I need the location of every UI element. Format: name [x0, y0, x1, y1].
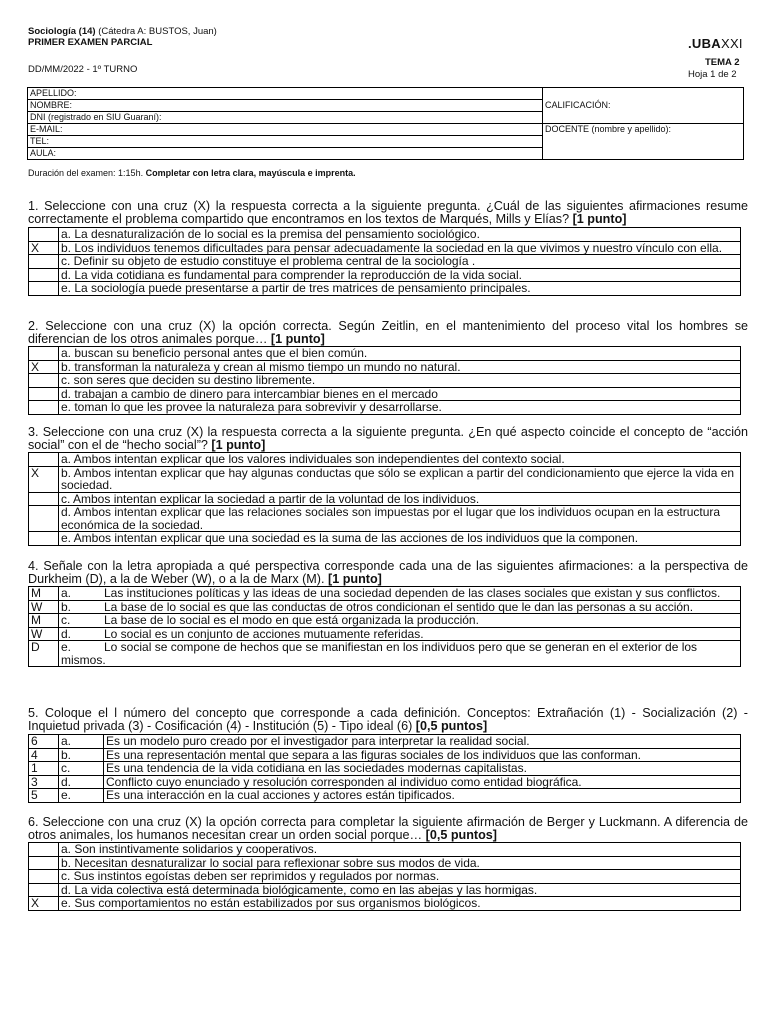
answer-mark[interactable]: 1 — [29, 762, 59, 776]
option-text: Conflicto cuyo enunciado y resolución corresponden al individuo como entidad biográfica. — [104, 775, 741, 789]
option-text: c. Definir su objeto de estudio constituye el problema central de la sociología . — [59, 255, 741, 269]
option-row — [29, 387, 741, 401]
field-calificacion[interactable]: CALIFICACIÓN: — [543, 88, 744, 124]
option-row — [29, 347, 741, 361]
option-row — [29, 600, 741, 614]
option-row — [29, 532, 741, 546]
options-1 — [28, 227, 741, 296]
option-row — [29, 587, 741, 601]
option-text: Lo social se compone de hechos que se manifiestan en los individuos pero que se generan en el exterior de los mismos. — [61, 640, 698, 667]
answer-mark[interactable] — [29, 255, 59, 269]
option-row — [29, 506, 741, 532]
page-count: Hoja 1 de 2 — [688, 69, 737, 80]
options-3 — [28, 452, 741, 546]
answer-mark[interactable]: M — [29, 587, 59, 601]
answer-mark[interactable] — [29, 856, 59, 870]
answer-mark[interactable]: X — [29, 466, 59, 492]
question-points: [1 punto] — [270, 332, 325, 346]
answer-mark[interactable] — [29, 870, 59, 884]
option-row — [29, 775, 741, 789]
question-points: [1 punto] — [572, 212, 627, 226]
answer-mark[interactable] — [29, 374, 59, 388]
answer-mark[interactable]: 6 — [29, 735, 59, 749]
option-letter: b. — [61, 599, 72, 614]
field-dni[interactable]: DNI (registrado en SIU Guaraní): — [28, 112, 543, 124]
option-text: e. Sus comportamientos no están estabilizados por sus organismos biológicos. — [59, 897, 741, 911]
option-row — [29, 492, 741, 506]
question-5: 5. Coloque el l número del concepto que corresponde a cada definición. Conceptos: Extrañación (1) - Socialización (2) - Inquietud privada (3) - Cosificación (4) - Institución (5) - Tipo ideal (6) [0,5 puntos] — [28, 706, 748, 733]
option-text: e. toman lo que les provee la naturaleza para sobrevivir y desarrollarse. — [59, 401, 741, 415]
option-row — [29, 268, 741, 282]
option-text: d. Ambos intentan explicar que las relaciones sociales son impuestas por el lugar que los individuos ocupan en la estructura económica de la sociedad. — [59, 506, 741, 532]
option-text: b. Los individuos tenemos dificultades para pensar adecuadamente la sociedad en la que vivimos y nuestro vínculo con ella. — [59, 241, 741, 255]
option-row — [29, 762, 741, 776]
option-letter: c. — [59, 762, 104, 776]
exam-instructions — [28, 168, 356, 178]
option-text: c. son seres que deciden su destino libremente. — [59, 374, 741, 388]
question-4: 4. Señale con la letra apropiada a qué perspectiva corresponde cada una de las siguientes afirmaciones: a la perspectiva de Durkheim (D), a la de Weber (W), o a la de Marx (M). [1 punto] — [28, 559, 748, 586]
answer-mark[interactable] — [29, 268, 59, 282]
answer-mark[interactable] — [29, 843, 59, 857]
chair-name: (Cátedra A: BUSTOS, Juan) — [95, 26, 217, 37]
question-1: 1. Seleccione con una cruz (X) la respuesta correcta a la siguiente pregunta. ¿Cuál de las siguientes afirmaciones resume correctamente el problema compartido que encontramos en los textos de Marqués, Mills y Elías? [1 punto] — [28, 199, 748, 226]
option-row — [29, 748, 741, 762]
option-row — [29, 453, 741, 467]
option-text: a. La desnaturalización de lo social es la premisa del pensamiento sociológico. — [59, 228, 741, 242]
logo-suffix: XXI — [720, 36, 743, 51]
option-text: Es una representación mental que separa a las figuras sociales de los individuos que las conforman. — [104, 748, 741, 762]
option-text: a. Son instintivamente solidarios y cooperativos. — [59, 843, 741, 857]
answer-mark[interactable]: 3 — [29, 775, 59, 789]
option-row — [29, 360, 741, 374]
option-letter: a. — [59, 735, 104, 749]
option-text: c. Sus instintos egoístas deben ser reprimidos y regulados por normas. — [59, 870, 741, 884]
answer-mark[interactable] — [29, 492, 59, 506]
option-row — [29, 883, 741, 897]
options-4 — [28, 586, 741, 667]
option-row — [29, 627, 741, 641]
option-row — [29, 401, 741, 415]
option-letter: c. — [61, 613, 71, 627]
answer-mark[interactable] — [29, 387, 59, 401]
option-row — [29, 614, 741, 628]
option-text: b. Ambos intentan explicar que hay algunas conductas que sólo se explican a partir del condicionamiento que ejerce la vida en sociedad. — [59, 466, 741, 492]
field-email[interactable]: E-MAIL: — [28, 124, 543, 136]
exam-date-turn: DD/MM/2022 - 1º TURNO — [28, 64, 138, 75]
option-text: a. buscan su beneficio personal antes que el bien común. — [59, 347, 741, 361]
course-header — [28, 26, 217, 37]
answer-mark[interactable]: M — [29, 614, 59, 628]
option-row — [29, 789, 741, 803]
option-text: c. Ambos intentan explicar la sociedad a partir de la voluntad de los individuos. — [59, 492, 741, 506]
tema-label: TEMA 2 — [705, 57, 740, 68]
exam-title: PRIMER EXAMEN PARCIAL — [28, 37, 153, 48]
answer-mark[interactable]: W — [29, 627, 59, 641]
answer-mark[interactable]: 4 — [29, 748, 59, 762]
option-text: La base de lo social es el modo en que está organizada la producción. — [104, 613, 479, 627]
option-row — [29, 735, 741, 749]
question-points: [0,5 puntos] — [415, 719, 488, 733]
option-letter: d. — [61, 626, 72, 641]
question-6: 6. Seleccione con una cruz (X) la opción correcta para completar la siguiente afirmación de Berger y Luckmann. A diferencia de otros animales, los humanos necesitan crear un orden social porque… [0,5 puntos] — [28, 815, 748, 842]
option-text: e. Ambos intentan explicar que una sociedad es la suma de las acciones de los individuos que la componen. — [59, 532, 741, 546]
option-row — [29, 255, 741, 269]
option-text: b. Necesitan desnaturalizar lo social para reflexionar sobre sus modos de vida. — [59, 856, 741, 870]
uba-logo — [688, 36, 743, 51]
exam-note: Completar con letra clara, mayúscula e imprenta. — [145, 168, 356, 178]
option-letter: e. — [61, 640, 72, 654]
option-row — [29, 282, 741, 296]
answer-mark[interactable] — [29, 347, 59, 361]
options-6 — [28, 842, 741, 911]
answer-mark[interactable]: D — [29, 641, 59, 667]
answer-mark[interactable]: W — [29, 600, 59, 614]
option-text: Es un modelo puro creado por el investigador para interpretar la realidad social. — [104, 735, 741, 749]
option-row — [29, 843, 741, 857]
option-text: Lo social es un conjunto de acciones mutuamente referidas. — [104, 626, 424, 641]
option-row — [29, 241, 741, 255]
question-points: [0,5 puntos] — [425, 828, 497, 842]
option-text: Las instituciones políticas y las ideas de una sociedad dependen de las clases sociales que existan y sus conflictos. — [104, 586, 721, 600]
student-form — [27, 87, 744, 160]
option-text: d. La vida cotidiana es fundamental para comprender la reproducción de la vida social. — [59, 268, 741, 282]
answer-mark[interactable] — [29, 228, 59, 242]
option-row — [29, 228, 741, 242]
field-tel[interactable]: TEL: — [28, 136, 543, 148]
option-row — [29, 466, 741, 492]
option-letter: b. — [59, 748, 104, 762]
option-letter: a. — [61, 586, 72, 600]
option-text: d. La vida colectiva está determinada biológicamente, como en las abejas y las hormigas. — [59, 883, 741, 897]
option-text: e. La sociología puede presentarse a partir de tres matrices de pensamiento principales. — [59, 282, 741, 296]
option-letter: e. — [59, 789, 104, 803]
answer-mark[interactable] — [29, 532, 59, 546]
field-nombre[interactable]: NOMBRE: — [28, 100, 543, 112]
field-apellido[interactable]: APELLIDO: — [28, 88, 543, 100]
option-text: d. trabajan a cambio de dinero para intercambiar bienes en el mercado — [59, 387, 741, 401]
answer-mark[interactable] — [29, 401, 59, 415]
option-row — [29, 641, 741, 667]
answer-mark[interactable] — [29, 506, 59, 532]
option-text: La base de lo social es que las conductas de otros condicionan el sentido que le dan las personas a su acción. — [104, 599, 694, 614]
answer-mark[interactable]: X — [29, 360, 59, 374]
answer-mark[interactable] — [29, 282, 59, 296]
question-points: [1 punto] — [211, 438, 266, 452]
option-text: Es una interacción en la cual acciones y actores están tipificados. — [104, 789, 741, 803]
answer-mark[interactable]: X — [29, 241, 59, 255]
course-name: Sociología (14) — [28, 26, 96, 37]
option-text: b. transforman la naturaleza y crean al mismo tiempo un mundo no natural. — [59, 360, 741, 374]
option-row — [29, 897, 741, 911]
options-5 — [28, 734, 741, 803]
answer-mark[interactable] — [29, 453, 59, 467]
question-2: 2. Seleccione con una cruz (X) la opción correcta. Según Zeitlin, en el mantenimiento del proceso vital los hombres se diferencian de los otros animales porque… [1 punto] — [28, 319, 748, 346]
option-row — [29, 856, 741, 870]
option-row — [29, 870, 741, 884]
option-row — [29, 374, 741, 388]
exam-duration: Duración del examen: 1:15h. — [28, 168, 146, 178]
answer-mark[interactable]: X — [29, 897, 59, 911]
answer-mark[interactable] — [29, 883, 59, 897]
question-3: 3. Seleccione con una cruz (X) la respuesta correcta a la siguiente pregunta. ¿En qué aspecto coincide el concepto de “acción social” con el de “hecho social”? [1 punto] — [28, 425, 748, 452]
option-text: Es una tendencia de la vida cotidiana en las sociedades modernas capitalistas. — [104, 762, 741, 776]
option-letter: d. — [59, 775, 104, 789]
options-2 — [28, 346, 741, 415]
logo-main: .UBA — [688, 36, 721, 51]
field-aula[interactable]: AULA: — [28, 148, 543, 160]
option-text: a. Ambos intentan explicar que los valores individuales son independientes del contexto social. — [59, 453, 741, 467]
answer-mark[interactable]: 5 — [29, 789, 59, 803]
question-points: [1 punto] — [328, 572, 382, 586]
field-docente[interactable]: DOCENTE (nombre y apellido): — [543, 124, 744, 160]
